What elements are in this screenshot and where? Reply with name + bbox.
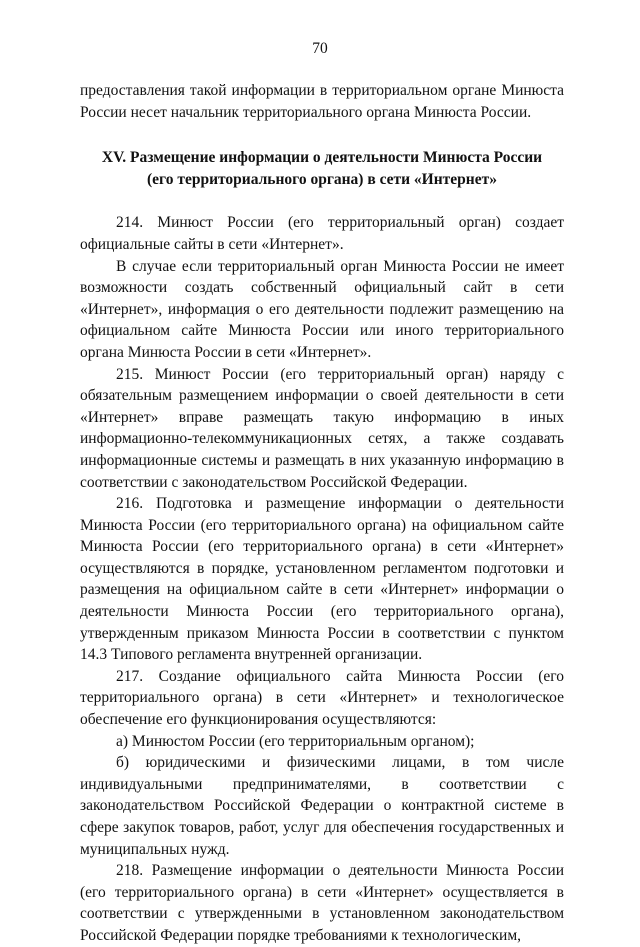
section-title-line-2: (его территориального органа) в сети «Интернет» <box>147 170 497 188</box>
paragraph-218: 218. Размещение информации о деятельности Минюста России (его территориального органа) в сети «Интернет» осуществляется в соответствии с утвержденными в установленном законодательством Российской Федерации порядке требованиями к технологическим, <box>80 862 564 944</box>
page-number: 70 <box>312 40 328 57</box>
section-title-line-1: XV. Размещение информации о деятельности Минюста России <box>101 149 543 167</box>
paragraph-214-continued: В случае если территориальный орган Минюста России не имеет возможности создать собственный официальный сайт в сети «Интернет», информация о его деятельности подлежит размещению на официальном сайте Минюста России или иного территориального органа Минюста России в сети «Интернет». <box>80 257 564 361</box>
paragraph-217: 217. Создание официального сайта Минюста России (его территориального органа) в сети «Интернет» и технологическое обеспечение его функционирования осуществляются: <box>80 667 564 729</box>
paragraph-215: 215. Минюст России (его территориальный орган) наряду с обязательным размещением информации о своей деятельности в сети «Интернет» вправе размещать такую информацию в иных информационно-телекоммуникационных сетях, а также создавать информационные системы и размещать в них указанную информацию в соответствии с законодательством Российской Федерации. <box>80 365 564 491</box>
section-heading <box>80 147 564 190</box>
intro-paragraph: предоставления такой информации в территориальном органе Минюста России несет начальник территориального органа Минюста России. <box>80 82 564 121</box>
paragraph-217-item-a: а) Минюстом России (его территориальным органом); <box>116 732 475 750</box>
paragraph-214: 214. Минюст России (его территориальный орган) создает официальные сайты в сети «Интернет». <box>80 214 564 253</box>
page-content <box>80 80 564 947</box>
paragraph-217-item-b: б) юридическими и физическими лицами, в том числе индивидуальными предпринимателями, в соответствии с законодательством Российской Федерации о контрактной системе в сфере закупок товаров, работ, услуг для обеспечения государственных и муниципальных нужд. <box>80 754 564 858</box>
paragraph-216: 216. Подготовка и размещение информации о деятельности Минюста России (его территориального органа) на официальном сайте Минюста России (его территориального органа) в сети «Интернет» осуществляются в порядке, установленном регламентом подготовки и размещения на официальном сайте в сети «Интернет» информации о деятельности Минюста России (его территориального органа), утвержденным приказом Минюста России в соответствии с пунктом 14.3 Типового регламента внутренней организации. <box>80 495 564 664</box>
